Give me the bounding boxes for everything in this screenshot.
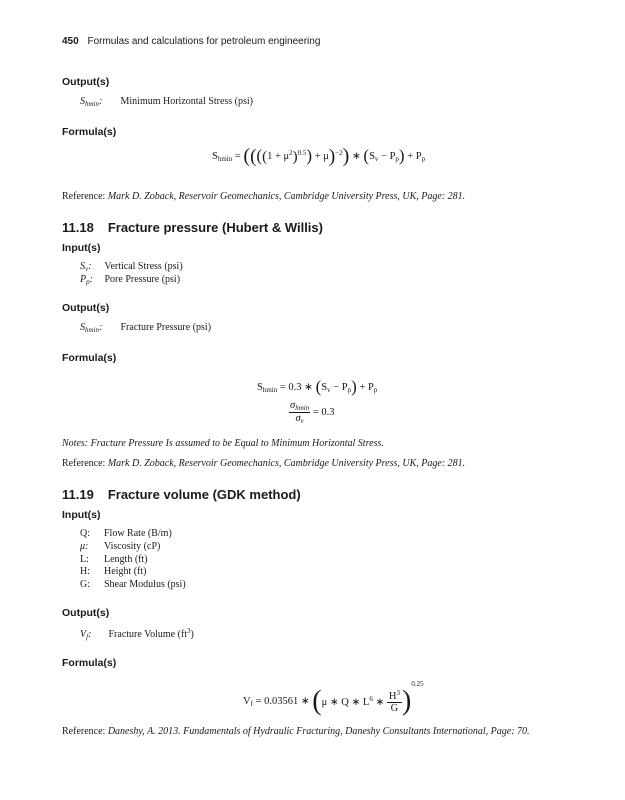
formula-heading-top: Formula(s): [62, 126, 117, 138]
input-row-sv: $S_v$: Vertical Stress (psi): [80, 261, 183, 273]
output-row-shmin: [80, 96, 253, 108]
equation-fracture-volume: $V_f = 0.03561$ ∗ (μ ∗ Q ∗ $L^6$ ∗ $\frac{H^3}{G}$ )$^{0.25}$: [243, 680, 424, 717]
section-heading-11-19: 11.19 Fracture volume (GDK method): [62, 487, 301, 502]
equation-shmin: $S_{hmin} = ((((1 + \mu^2)^{0.5}) + \mu)^{-2})$ ∗ $(S_v - P_p) + P_p$: [212, 145, 426, 167]
reference-text: Mark D. Zoback, Reservoir Geomechanics, Cambridge University Press, UK, Page: 281.: [107, 191, 466, 202]
output-heading-top: Output(s): [62, 76, 110, 88]
output-row-fracture-pressure: $S_{hmin}$: Fracture Pressure (psi): [80, 322, 212, 334]
input-row-pp: $P_p$: Pore Pressure (psi): [80, 274, 181, 286]
output-row-fracture-volume: $V_f$: Fracture Volume $(ft^3)$: [80, 627, 194, 641]
input-row-g: G: Shear Modulus (psi): [80, 579, 186, 590]
output-description: Minimum Horizontal Stress (psi): [120, 96, 253, 107]
page-number: 450: [62, 36, 79, 47]
reference-11-19: Reference: Daneshy, A. 2013. Fundamentals of Hydraulic Fracturing, Daneshy Consultants International, Page: 70.: [62, 726, 530, 737]
input-heading-11-19: Input(s): [62, 509, 101, 521]
output-heading-11-19: Output(s): [62, 607, 110, 619]
input-row-mu: μ: Viscosity (cP): [80, 541, 161, 552]
input-row-q: Q: Flow Rate (B/m): [80, 528, 172, 539]
input-row-l: L: Length (ft): [80, 554, 148, 565]
equation-fracture-pressure: $S_{hmin} = 0.3$ ∗ $(S_v - P_p) + P_p$: [257, 377, 378, 396]
input-row-h: H: Height (ft): [80, 566, 147, 577]
input-heading-11-18: Input(s): [62, 242, 101, 254]
output-symbol: $S_{hmin}$:: [80, 96, 103, 108]
reference-11-18: Reference: Mark D. Zoback, Reservoir Geomechanics, Cambridge University Press, UK, Page: 281.: [62, 458, 466, 469]
formula-heading-11-19: Formula(s): [62, 657, 117, 669]
formula-heading-11-18: Formula(s): [62, 352, 117, 364]
running-title: Formulas and calculations for petroleum engineering: [87, 36, 321, 47]
equation-stress-ratio: $\sigma_{hmin}$ $\sigma_v$ = 0.3: [290, 400, 335, 425]
section-heading-11-18: 11.18 Fracture pressure (Hubert & Willis): [62, 220, 323, 235]
note-11-18: Notes: Fracture Pressure Is assumed to be Equal to Minimum Horizontal Stress.: [62, 438, 384, 449]
running-header: [62, 36, 320, 47]
output-heading-11-18: Output(s): [62, 302, 110, 314]
reference-top: Reference: Mark D. Zoback, Reservoir Geomechanics, Cambridge University Press, UK, Page: 281.: [62, 191, 466, 202]
